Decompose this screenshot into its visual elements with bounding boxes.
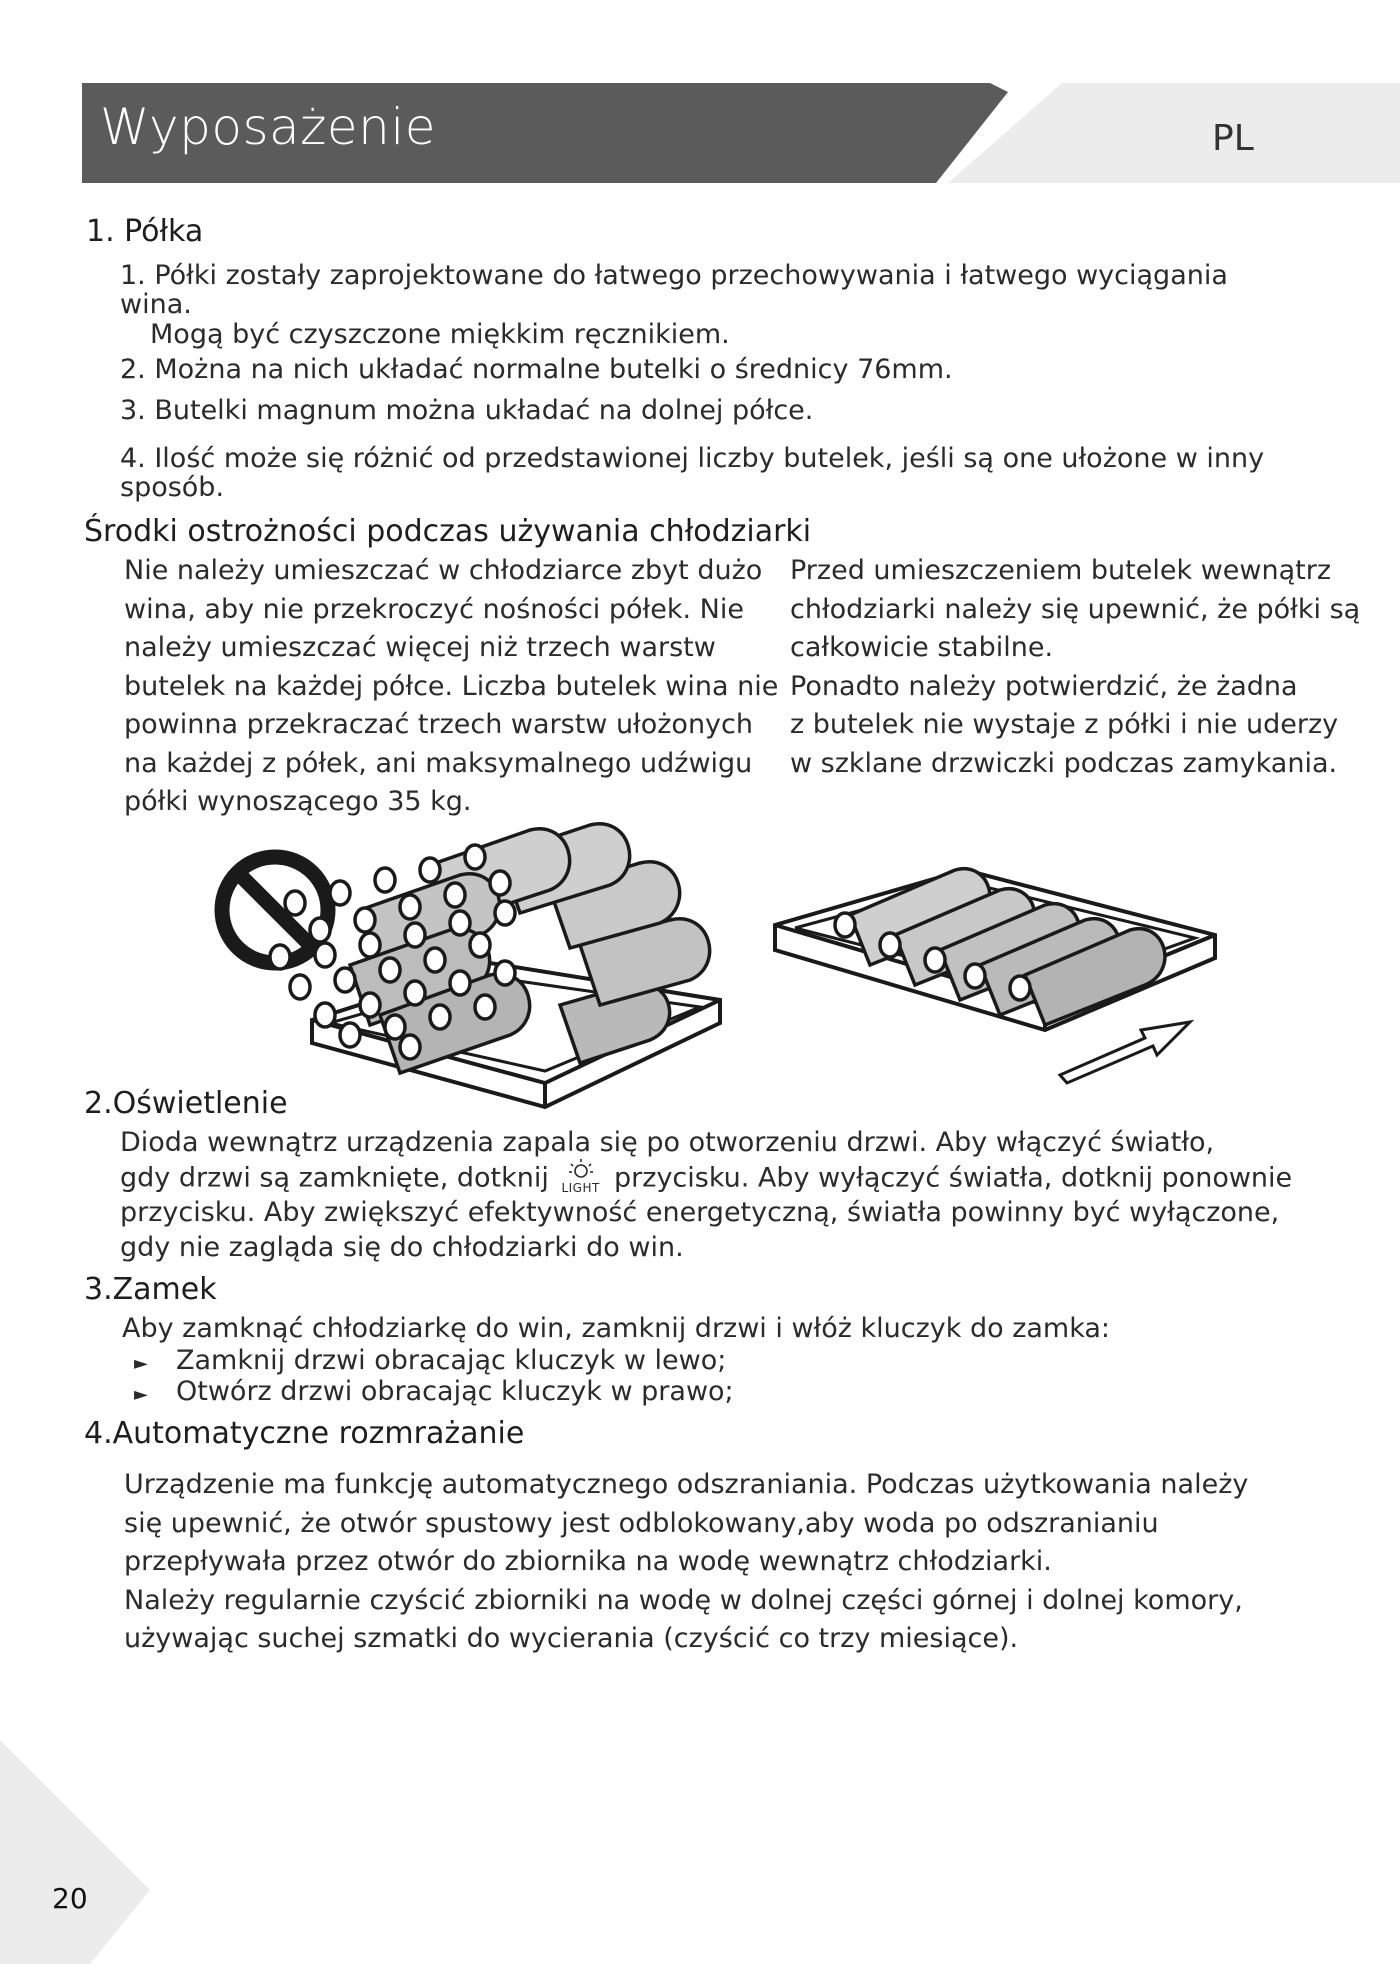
shelf-item-2: 2. Można na nich układać normalne butelki o średnicy 76mm. xyxy=(120,354,953,385)
language-code: PL xyxy=(1212,118,1254,159)
shelf-item-1-note: Mogą być czyszczone miękkim ręcznikiem. xyxy=(150,319,730,350)
header-grey-tab xyxy=(948,83,1400,183)
paragraph-line: Przed umieszczeniem butelek wewnątrz xyxy=(790,555,1331,586)
precautions-left-column xyxy=(124,552,778,822)
section-lock-heading: 3.Zamek xyxy=(84,1272,217,1307)
page-number: 20 xyxy=(52,1882,88,1915)
paragraph-line: Ponadto należy potwierdzić, że żadna xyxy=(790,670,1298,702)
lighting-line-2-end: przycisku. Aby wyłączyć światła, dotknij ponownie xyxy=(614,1162,1293,1194)
paragraph-line: półki wynoszącego 35 kg. xyxy=(124,786,472,817)
lighting-line-2-start: gdy drzwi są zamknięte, dotknij xyxy=(120,1162,549,1194)
paragraph-line: całkowicie stabilne. xyxy=(790,632,1054,663)
precautions-right-column xyxy=(790,552,1360,783)
paragraph-line: Urządzenie ma funkcję automatycznego odszraniania. Podczas użytkowania należy xyxy=(124,1469,1249,1500)
correct-shelf-illustration xyxy=(765,830,1225,1090)
precautions-heading: Środki ostrożności podczas używania chłodziarki xyxy=(84,514,812,549)
light-button-icon xyxy=(557,1162,605,1196)
shelf-item-1: 1. Półki zostały zaprojektowane do łatwego przechowywania i łatwego wyciągania xyxy=(120,260,1228,291)
section-lighting-heading: 2.Oświetlenie xyxy=(84,1086,288,1121)
paragraph-line: Nie należy umieszczać w chłodziarce zbyt dużo xyxy=(124,555,763,586)
list-item xyxy=(134,1345,726,1376)
footer-corner-shape xyxy=(0,1740,160,1964)
section-shelf-heading: 1. Półka xyxy=(86,214,204,249)
arrow-bullet-icon: ► xyxy=(134,1353,148,1374)
paragraph-line: powinna przekraczać trzech warstw ułożonych xyxy=(124,709,753,740)
defrost-paragraph xyxy=(124,1466,1248,1659)
shelf-item-4: 4. Ilość może się różnić od przedstawionej liczby butelek, jeśli są one ułożone w inny xyxy=(120,443,1265,474)
paragraph-line: w szklane drzwiczki podczas zamykania. xyxy=(790,747,1338,779)
page-title: Wyposażenie xyxy=(100,98,437,156)
light-button-label: LIGHT xyxy=(561,1181,600,1195)
paragraph-line: należy umieszczać więcej niż trzech warstw xyxy=(124,632,716,663)
paragraph-line: chłodziarki należy się upewnić, że półki są xyxy=(790,593,1361,625)
lock-bullet-1: Zamknij drzwi obracając kluczyk w lewo; xyxy=(176,1345,727,1376)
shelf-item-4-cont: sposób. xyxy=(120,472,225,503)
paragraph-line: używając suchej szmatki do wycierania (czyścić co trzy miesiące). xyxy=(124,1623,1019,1654)
lighting-line-2 xyxy=(120,1162,1292,1196)
paragraph-line: się upewnić, że otwór spustowy jest odblokowany,aby woda po odszranianiu xyxy=(124,1507,1159,1539)
paragraph-line: na każdej z półek, ani maksymalnego udźwigu xyxy=(124,747,753,779)
paragraph-line: przepływała przez otwór do zbiornika na wodę wewnątrz chłodziarki. xyxy=(124,1546,1052,1577)
paragraph-line: Należy regularnie czyścić zbiorniki na wodę w dolnej części górnej i dolnej komory, xyxy=(124,1584,1243,1616)
lock-bullet-2: Otwórz drzwi obracając kluczyk w prawo; xyxy=(176,1376,734,1407)
overloaded-shelf-illustration xyxy=(200,795,740,1115)
lock-intro: Aby zamknąć chłodziarkę do win, zamknij drzwi i włóż kluczyk do zamka: xyxy=(122,1313,1111,1344)
shelf-item-3: 3. Butelki magnum można układać na dolnej półce. xyxy=(120,395,814,426)
section-defrost-heading: 4.Automatyczne rozmrażanie xyxy=(84,1416,525,1451)
light-bulb-icon xyxy=(566,1158,596,1182)
lighting-line-1: Dioda wewnątrz urządzenia zapala się po otworzeniu drzwi. Aby włączyć światło, xyxy=(120,1127,1215,1158)
paragraph-line: wina, aby nie przekroczyć nośności półek. Nie xyxy=(124,593,744,625)
paragraph-line: butelek na każdej półce. Liczba butelek wina nie xyxy=(124,670,779,702)
lighting-line-3: przycisku. Aby zwiększyć efektywność energetyczną, światła powinny być wyłączone, xyxy=(120,1197,1280,1228)
arrow-bullet-icon: ► xyxy=(134,1384,148,1405)
paragraph-line: z butelek nie wystaje z półki i nie uderzy xyxy=(790,709,1339,740)
list-item xyxy=(134,1376,734,1407)
lighting-line-4: gdy nie zagląda się do chłodziarki do win. xyxy=(120,1232,684,1263)
shelf-item-1-cont: wina. xyxy=(120,289,192,320)
slide-direction-arrow-icon xyxy=(1060,1022,1190,1083)
